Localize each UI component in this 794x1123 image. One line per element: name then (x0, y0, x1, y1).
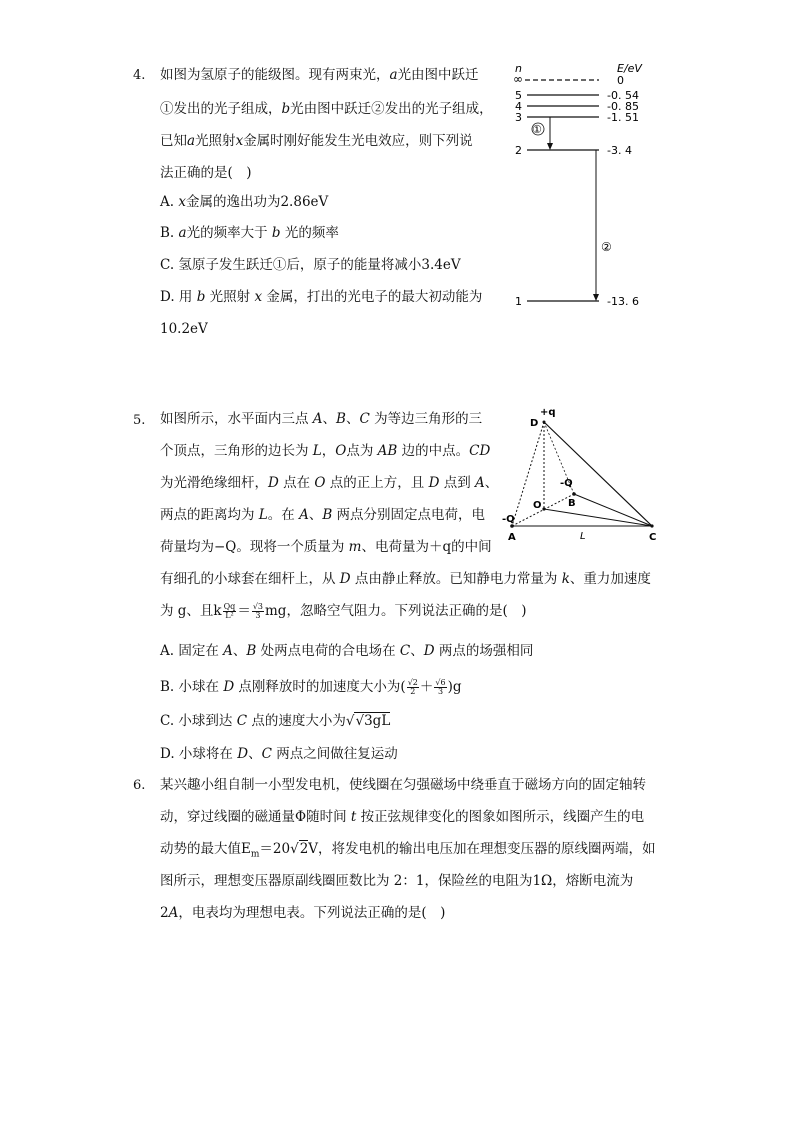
level-n-1: 1 (515, 295, 522, 308)
level-e-1: -13. 6 (607, 295, 639, 308)
q6-line-4: 图所示，理想变压器原副线圈匝数比为 2：1，保险丝的电阻为1Ω，熔断电流为 (160, 873, 634, 889)
q4-option-b: B. a光的频率大于 b 光的频率 (160, 225, 339, 241)
q5-line-1: 如图所示，水平面内三点 A、B、C 为等边三角形的三 (160, 411, 483, 427)
q4-option-d: D. 用 b 光照射 x 金属，打出的光电子的最大初动能为 (160, 289, 483, 305)
level-e-5: -0. 54 (607, 89, 639, 102)
n-axis-label: n (515, 62, 522, 75)
q4-option-d-cont: 10.2eV (160, 321, 208, 337)
triangle-charge-diagram (500, 402, 665, 547)
transition-2-arrow (593, 294, 599, 301)
point-a-label: A (508, 532, 516, 543)
q6-line-5: 2A，电表均为理想电表。下列说法正确的是( ) (160, 905, 446, 921)
question-number-5: 5. (133, 413, 146, 428)
q4-option-a: A. x金属的逸出功为2.86eV (160, 194, 329, 210)
level-e-4: -0. 85 (607, 100, 639, 113)
transition-1-label: ① (532, 123, 542, 136)
question-number-4: 4. (133, 68, 146, 83)
q4-option-c: C. 氢原子发生跃迁①后，原子的能量将减小3.4eV (160, 257, 461, 273)
point-d-label: D (530, 418, 539, 429)
side-length-label: L (580, 531, 586, 542)
q4-line-1: 如图为氢原子的能级图。现有两束光，a光由图中跃迁 (160, 67, 479, 83)
level-n-4: 4 (515, 100, 522, 113)
level-n-2: 2 (515, 144, 522, 157)
q5-line-4: 两点的距离均为 L。在 A、B 两点分别固定点电荷，电 (160, 507, 486, 523)
level-e-inf: 0 (617, 74, 624, 87)
point-b-label: B (568, 498, 576, 509)
transition-1-arrow (547, 143, 553, 150)
energy-axis-label: E/eV (617, 62, 642, 75)
level-n-3: 3 (515, 111, 522, 124)
q6-line-2: 动，穿过线圈的磁通量Φ随时间 t 按正弦规律变化的图象如图所示，线圈产生的电 (160, 809, 645, 825)
level-n-5: 5 (515, 89, 522, 102)
q5-option-d: D. 小球将在 D、C 两点之间做往复运动 (160, 746, 398, 762)
level-n-inf: ∞ (513, 72, 523, 86)
energy-level-diagram (505, 58, 675, 318)
q5-line-3: 为光滑绝缘细杆，D 点在 O 点的正上方，且 D 点到 A、 (160, 475, 499, 491)
q4-line-3: 已知a光照射x金属时刚好能发生光电效应，则下列说 (160, 133, 473, 149)
q5-option-c: C. 小球到达 C 点的速度大小为√√3gL (160, 713, 391, 729)
q5-line-7: 为 g、且k $\frac{Qq}{\text{L²}}$ ＝ $\frac{√3}{3}$ mg，忽略空气阻力。下列说法正确的是( ) (160, 602, 527, 620)
level-e-2: -3. 4 (607, 144, 632, 157)
q4-line-2: ①发出的光子组成，b光由图中跃迁②发出的光子组成， (160, 101, 493, 117)
q5-line-6: 有细孔的小球套在细杆上，从 D 点由静止释放。已知静电力常量为 k、重力加速度 (160, 571, 651, 587)
level-e-3: -1. 51 (607, 111, 639, 124)
q5-line-2: 个顶点，三角形的边长为 L，O点为 AB 边的中点。CD (160, 443, 491, 459)
charge-minus-q-top-label: -Q (560, 478, 573, 489)
q5-option-a: A. 固定在 A、B 处两点电荷的合电场在 C、D 两点的场强相同 (160, 643, 534, 659)
q4-line-4: 法正确的是( ) (160, 165, 252, 181)
transition-2-label: ② (601, 240, 612, 254)
q5-line-5: 荷量均为−Q。现将一个质量为 m、电荷量为＋q的中间 (160, 539, 492, 555)
point-c-label: C (649, 532, 657, 543)
q6-line-3: 动势的最大值$E_m=20√2V$，将发电机的输出电压加在理想变压器的原线圈两端，如 (160, 841, 656, 860)
q5-option-b: B. 小球在 D 点刚释放时的加速度大小为( $\frac{√2}{2}$ ＋ $\frac{√6}{3}$ )g (160, 678, 462, 696)
charge-minus-q-left-label: -Q (502, 514, 515, 525)
charge-plus-q-label: +q (540, 407, 556, 418)
point-o-label: O (533, 500, 542, 511)
q6-line-1: 某兴趣小组自制一小型发电机，使线圈在匀强磁场中绕垂直于磁场方向的固定轴转 (160, 777, 646, 793)
question-number-6: 6. (133, 778, 146, 793)
